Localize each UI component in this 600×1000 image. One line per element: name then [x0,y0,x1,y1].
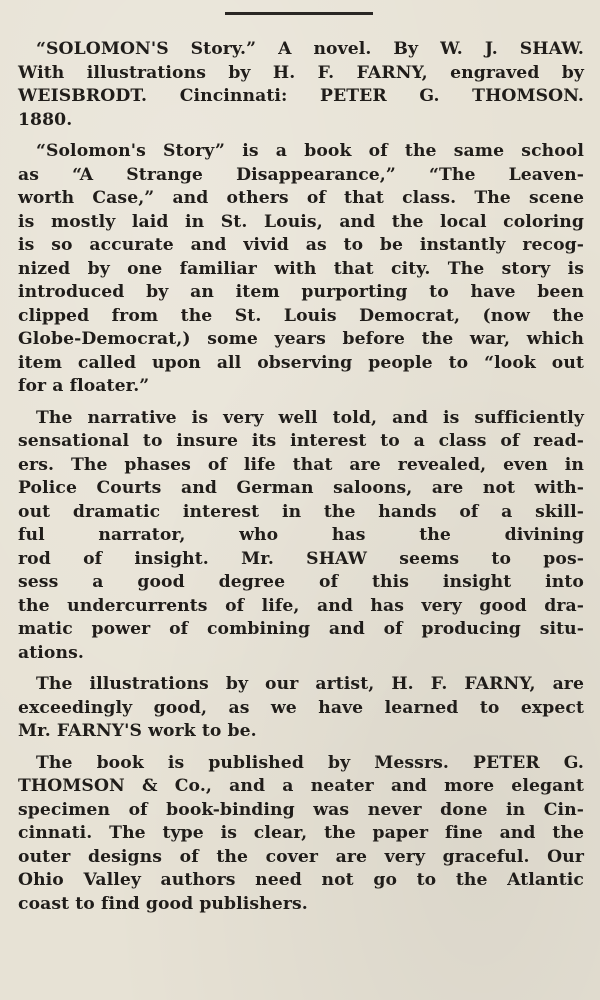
text-line: outer designs of the cover are very graceful. Our [18,846,584,867]
text-line: coast to find good publishers. [18,893,308,914]
text-line: ers. The phases of life that are revealed, even in [18,454,584,475]
text-line: THOMSON & Co., and a neater and more elegant [18,776,584,796]
header-line: “SOLOMON'S Story.” A novel. By W. J. SHAW. [36,39,584,59]
text-line: ful narrator, who has the divining [18,525,584,545]
text-line: Globe-Democrat,) some years before the war, which [18,329,584,349]
paragraph-3 [18,673,584,744]
paragraph-2 [18,407,584,666]
text-line: specimen of book-binding was never done in Cin- [18,799,584,820]
header-line: WEISBRODT. Cincinnati: PETER G. THOMSON. [18,86,584,106]
text-line: “Solomon's Story” is a book of the same school [36,141,584,161]
header-line: 1880. [18,109,73,130]
text-line: Police Courts and German saloons, are not with- [18,478,584,498]
text-line: sess a good degree of this insight into [18,572,584,592]
text-line: clipped from the St. Louis Democrat, (now the [18,305,584,326]
text-line: nized by one familiar with that city. The story is [18,258,584,279]
paragraph-4 [18,752,584,917]
text-line: Mr. FARNY'S work to be. [18,721,257,741]
review-header [18,38,584,132]
text-line: The illustrations by our artist, H. F. FARNY, are [36,674,584,694]
book-review-article [18,38,584,916]
text-line: as “A Strange Disappearance,” “The Leaven- [18,164,584,185]
text-line: for a floater.” [18,376,150,396]
text-line: worth Case,” and others of that class. The scene [18,188,584,208]
text-line: exceedingly good, as we have learned to expect [18,697,584,718]
paragraph-1 [18,140,584,399]
text-line: The narrative is very well told, and is sufficiently [36,407,584,428]
text-line: item called upon all observing people to “look out [18,352,584,373]
column-rule [225,12,373,15]
header-line: With illustrations by H. F. FARNY, engraved by [18,62,584,83]
text-line: cinnati. The type is clear, the paper fine and the [18,823,584,843]
text-line: out dramatic interest in the hands of a skill- [18,501,584,522]
text-line: is mostly laid in St. Louis, and the local coloring [18,211,584,232]
text-line: rod of insight. Mr. SHAW seems to pos- [18,548,584,569]
text-line: sensational to insure its interest to a class of read- [18,431,584,451]
text-line: introduced by an item purporting to have been [18,282,584,302]
text-line: the undercurrents of life, and has very good dra- [18,595,584,616]
text-line: Ohio Valley authors need not go to the Atlantic [18,870,584,890]
text-line: The book is published by Messrs. PETER G. [36,752,584,773]
text-line: matic power of combining and of producing situ- [18,619,584,639]
text-line: ations. [18,642,84,663]
text-line: is so accurate and vivid as to be instantly recog- [18,235,584,255]
